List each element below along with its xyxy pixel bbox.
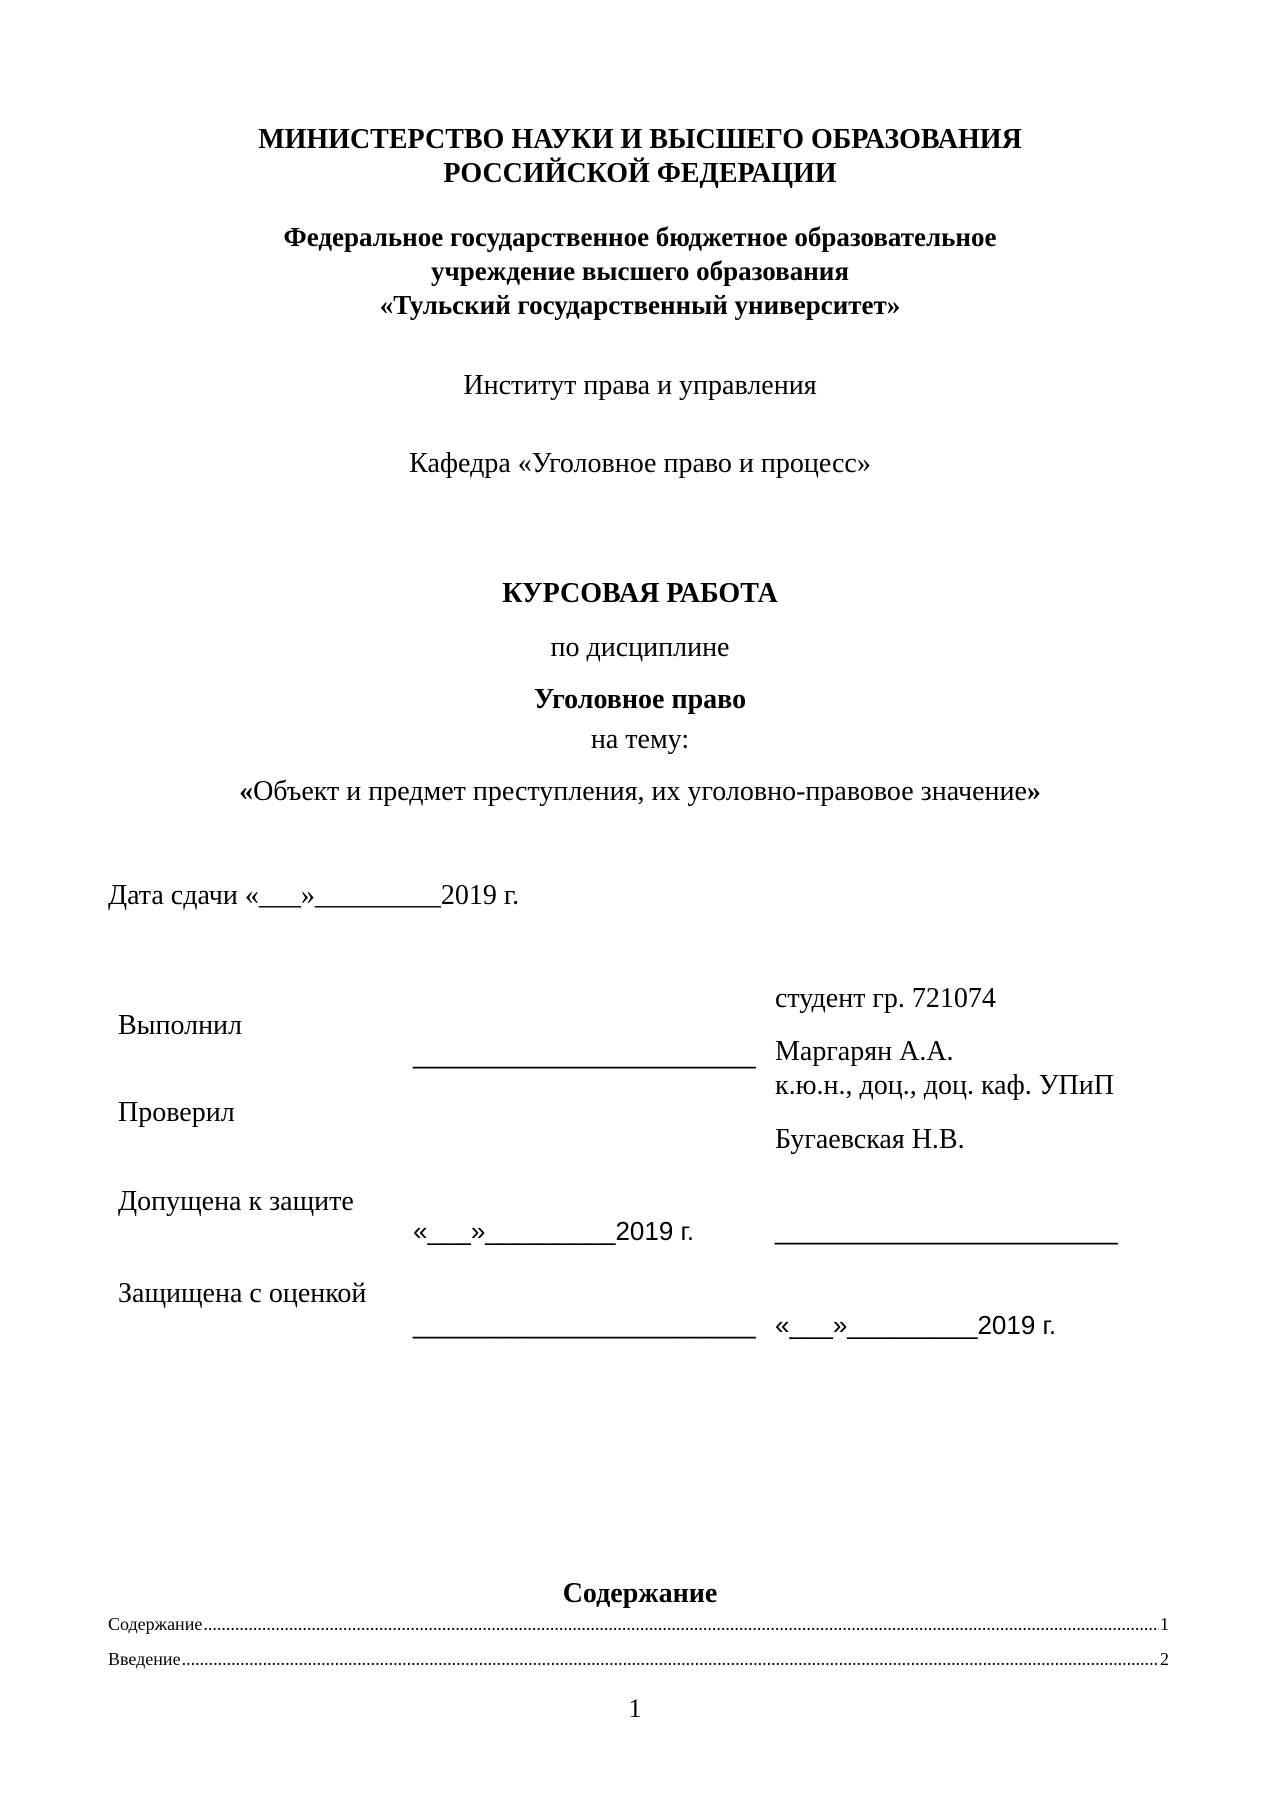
topic-open-quote: « bbox=[239, 776, 254, 807]
admitted-label: Допущена к защите bbox=[118, 1186, 354, 1217]
institute-name: Институт права и управления bbox=[463, 370, 817, 401]
topic-text: Объект и предмет преступления, их уголовно-правовое значение bbox=[253, 776, 1027, 807]
submission-date: Дата сдачи «___»_________2019 г. bbox=[108, 880, 520, 911]
completed-signature-blank: ______________________ bbox=[413, 1038, 756, 1069]
defended-label: Защищена с оценкой bbox=[118, 1278, 367, 1309]
toc-item[interactable] bbox=[108, 1649, 1169, 1670]
checked-label: Проверил bbox=[118, 1097, 235, 1128]
completed-label: Выполнил bbox=[118, 1010, 243, 1041]
toc-item-page: 2 bbox=[1160, 1649, 1169, 1669]
reviewer-title: к.ю.н., доц., доц. каф. УПиП bbox=[775, 1070, 1114, 1101]
institution-line2: учреждение высшего образования bbox=[431, 256, 849, 286]
institution-line3: «Тульский государственный университет» bbox=[379, 290, 901, 320]
toc-leader-dots bbox=[203, 1614, 1159, 1635]
toc-title: Содержание bbox=[562, 1578, 718, 1609]
toc-leader-dots bbox=[182, 1649, 1159, 1670]
reviewer-name: Бугаевская Н.В. bbox=[775, 1124, 965, 1155]
department-name: Кафедра «Уголовное право и процесс» bbox=[409, 448, 871, 479]
ministry-title-line2: РОССИЙСКОЙ ФЕДЕРАЦИИ bbox=[443, 158, 837, 189]
student-group: студент гр. 721074 bbox=[775, 983, 996, 1014]
topic-close-quote: » bbox=[1026, 776, 1041, 807]
student-name: Маргарян А.А. bbox=[775, 1036, 954, 1067]
institution-line1: Федеральное государственное бюджетное образовательное bbox=[283, 222, 997, 252]
defended-date: «___»_________2019 г. bbox=[775, 1310, 1057, 1340]
defended-grade-blank: ______________________ bbox=[413, 1308, 756, 1339]
work-type: КУРСОВАЯ РАБОТА bbox=[502, 578, 778, 609]
topic-prefix: на тему: bbox=[590, 724, 690, 755]
page-number: 1 bbox=[628, 1694, 642, 1723]
ministry-title-line1: МИНИСТЕРСТВО НАУКИ И ВЫСШЕГО ОБРАЗОВАНИЯ bbox=[258, 124, 1022, 155]
topic bbox=[0, 776, 1280, 808]
toc-item[interactable] bbox=[108, 1614, 1169, 1635]
discipline-name: Уголовное право bbox=[533, 684, 747, 715]
toc-item-label: Введение bbox=[108, 1649, 181, 1669]
admitted-signature-blank: ______________________ bbox=[775, 1214, 1118, 1245]
admitted-date: «___»_________2019 г. bbox=[413, 1216, 695, 1246]
toc-item-label: Содержание bbox=[108, 1614, 203, 1634]
toc-item-page: 1 bbox=[1160, 1614, 1169, 1634]
discipline-prefix: по дисциплине bbox=[550, 632, 730, 663]
